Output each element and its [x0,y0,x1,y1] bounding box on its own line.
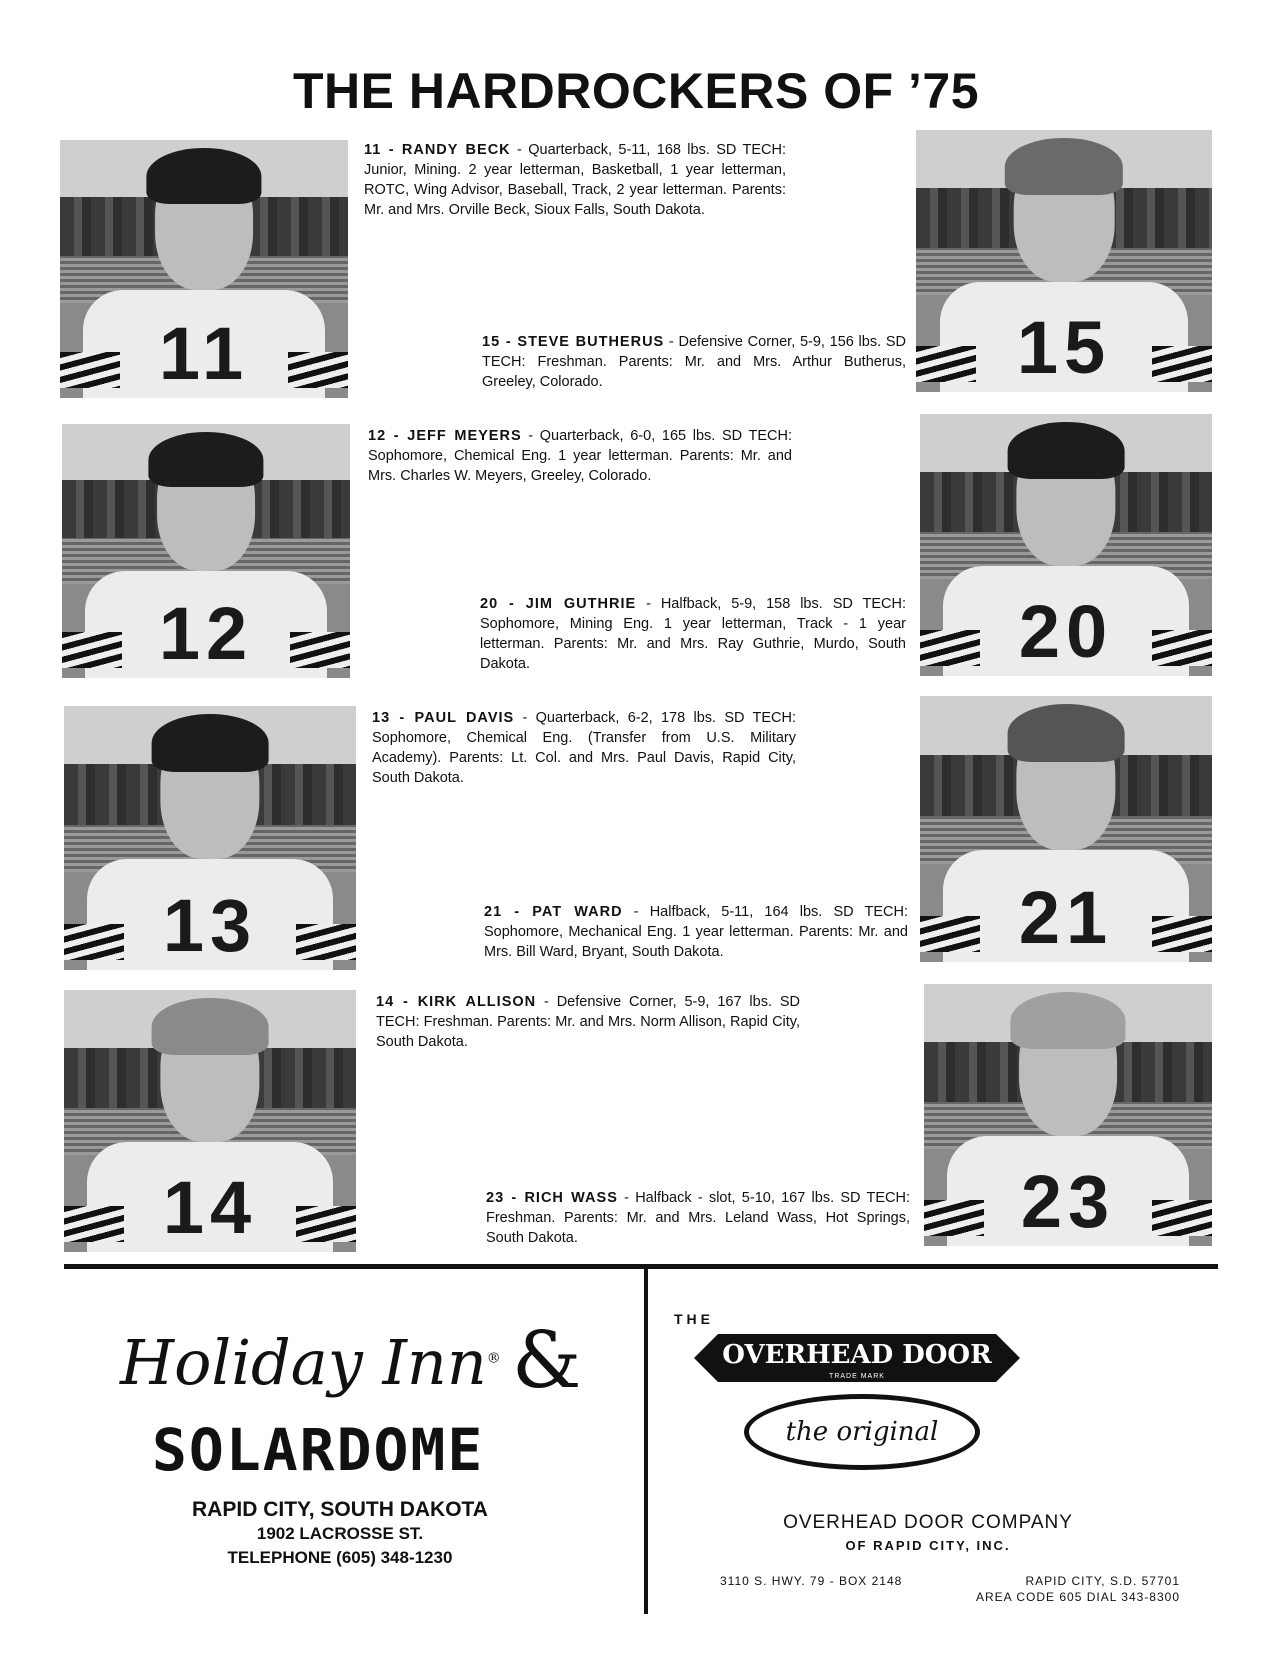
jersey-number: 14 [162,1166,258,1249]
player-photo-20 [920,414,1212,676]
player-details: - Defensive Corner, 5-9, 156 lbs. SD TECH: Freshman. Parents: Mr. and Mrs. Arthur Butherus, Greeley, Colorado. [482,334,906,390]
player-bio-14 [376,992,800,1052]
player-photo-12 [62,424,350,678]
page-title: THE HARDROCKERS OF ’75 [292,63,980,119]
holiday-inn-wordmark: Holiday Inn [120,1326,487,1399]
overhead-company-name: OVERHEAD DOOR COMPANY [783,1512,1073,1533]
player-name: 12 - JEFF MEYERS [368,428,522,444]
jersey-number: 11 [158,312,250,395]
player-name: 20 - JIM GUTHRIE [480,596,637,612]
player-photo-15 [916,130,1212,392]
player-details: - Quarterback, 5-11, 168 lbs. SD TECH: Junior, Mining. 2 year letterman, Basketball, 1 year letterman, ROTC, Wing Advisor, Baseball, Track, 2 year letterman. Parents: Mr. and Mrs. Orville Beck, Sioux Falls, South Dakota. [364,142,786,218]
player-name: 21 - PAT WARD [484,904,623,920]
jersey-number: 21 [1018,876,1114,959]
player-name: 15 - STEVE BUTHERUS [482,334,665,350]
holiday-inn-logo [120,1326,501,1399]
solardome-logo: SOLARDOME [152,1416,485,1484]
holiday-inn-phone: TELEPHONE (605) 348-1230 [227,1548,453,1567]
jersey-number: 23 [1020,1160,1116,1243]
player-photo-13 [64,706,356,970]
jersey-number: 13 [162,884,258,967]
player-bio-23 [486,1188,910,1248]
player-photo-11 [60,140,348,398]
overhead-phone: AREA CODE 605 DIAL 343-8300 [976,1590,1180,1604]
overhead-company-sub: OF RAPID CITY, INC. [845,1538,1011,1553]
tagline: the original [785,1417,939,1447]
holiday-inn-city: RAPID CITY, SOUTH DAKOTA [192,1498,488,1521]
player-details: - Quarterback, 6-0, 165 lbs. SD TECH: Sophomore, Chemical Eng. 1 year letterman. Parents: Mr. and Mrs. Charles W. Meyers, Greeley, Colorado. [368,428,792,484]
overhead-door-banner [694,1328,1020,1390]
player-bio-15 [482,332,906,392]
player-photo-14 [64,990,356,1252]
overhead-the: THE [674,1311,714,1327]
vertical-divider [644,1268,648,1614]
overhead-city: RAPID CITY, S.D. 57701 [1025,1574,1180,1588]
player-details: - Halfback - slot, 5-10, 167 lbs. SD TECH: Freshman. Parents: Mr. and Mrs. Leland Wass, Hot Springs, South Dakota. [486,1190,911,1246]
player-name: 11 - RANDY BECK [364,142,511,158]
player-bio-12 [368,426,792,486]
player-name: 23 - RICH WASS [486,1190,618,1206]
player-details: - Quarterback, 6-2, 178 lbs. SD TECH: Sophomore, Chemical Eng. (Transfer from U.S. Military Academy). Parents: Lt. Col. and Mrs. Paul Davis, Rapid City, South Dakota. [372,710,796,786]
jersey-number: 20 [1018,590,1114,673]
jersey-number: 15 [1016,306,1112,389]
overhead-door-wordmark: OVERHEAD DOOR [722,1340,992,1370]
trademark-text: TRADE MARK [829,1373,885,1380]
player-details: - Halfback, 5-11, 164 lbs. SD TECH: Sophomore, Mechanical Eng. 1 year letterman. Parents: Mr. and Mrs. Bill Ward, Bryant, South Dakota. [484,904,908,960]
jersey-number: 12 [158,592,254,675]
overhead-address: 3110 S. HWY. 79 - BOX 2148 [720,1574,903,1588]
ampersand: & [512,1316,582,1406]
player-details: - Halfback, 5-9, 158 lbs. SD TECH: Sophomore, Mining Eng. 1 year letterman, Track - 1 year letterman. Parents: Mr. and Mrs. Ray Guthrie, Murdo, South Dakota. [480,596,906,672]
player-bio-20 [480,594,906,674]
the-original-oval [744,1394,980,1470]
holiday-inn-street: 1902 LACROSSE ST. [256,1524,424,1543]
player-name: 14 - KIRK ALLISON [376,994,537,1010]
registered-mark: ® [486,1350,501,1367]
horizontal-divider [64,1264,1218,1269]
player-name: 13 - PAUL DAVIS [372,710,515,726]
player-bio-11 [364,140,786,220]
player-photo-21 [920,696,1212,962]
player-bio-21 [484,902,908,962]
player-photo-23 [924,984,1212,1246]
player-bio-13 [372,708,796,788]
player-details: - Defensive Corner, 5-9, 167 lbs. SD TECH: Freshman. Parents: Mr. and Mrs. Norm Allison, Rapid City, South Dakota. [376,994,800,1050]
